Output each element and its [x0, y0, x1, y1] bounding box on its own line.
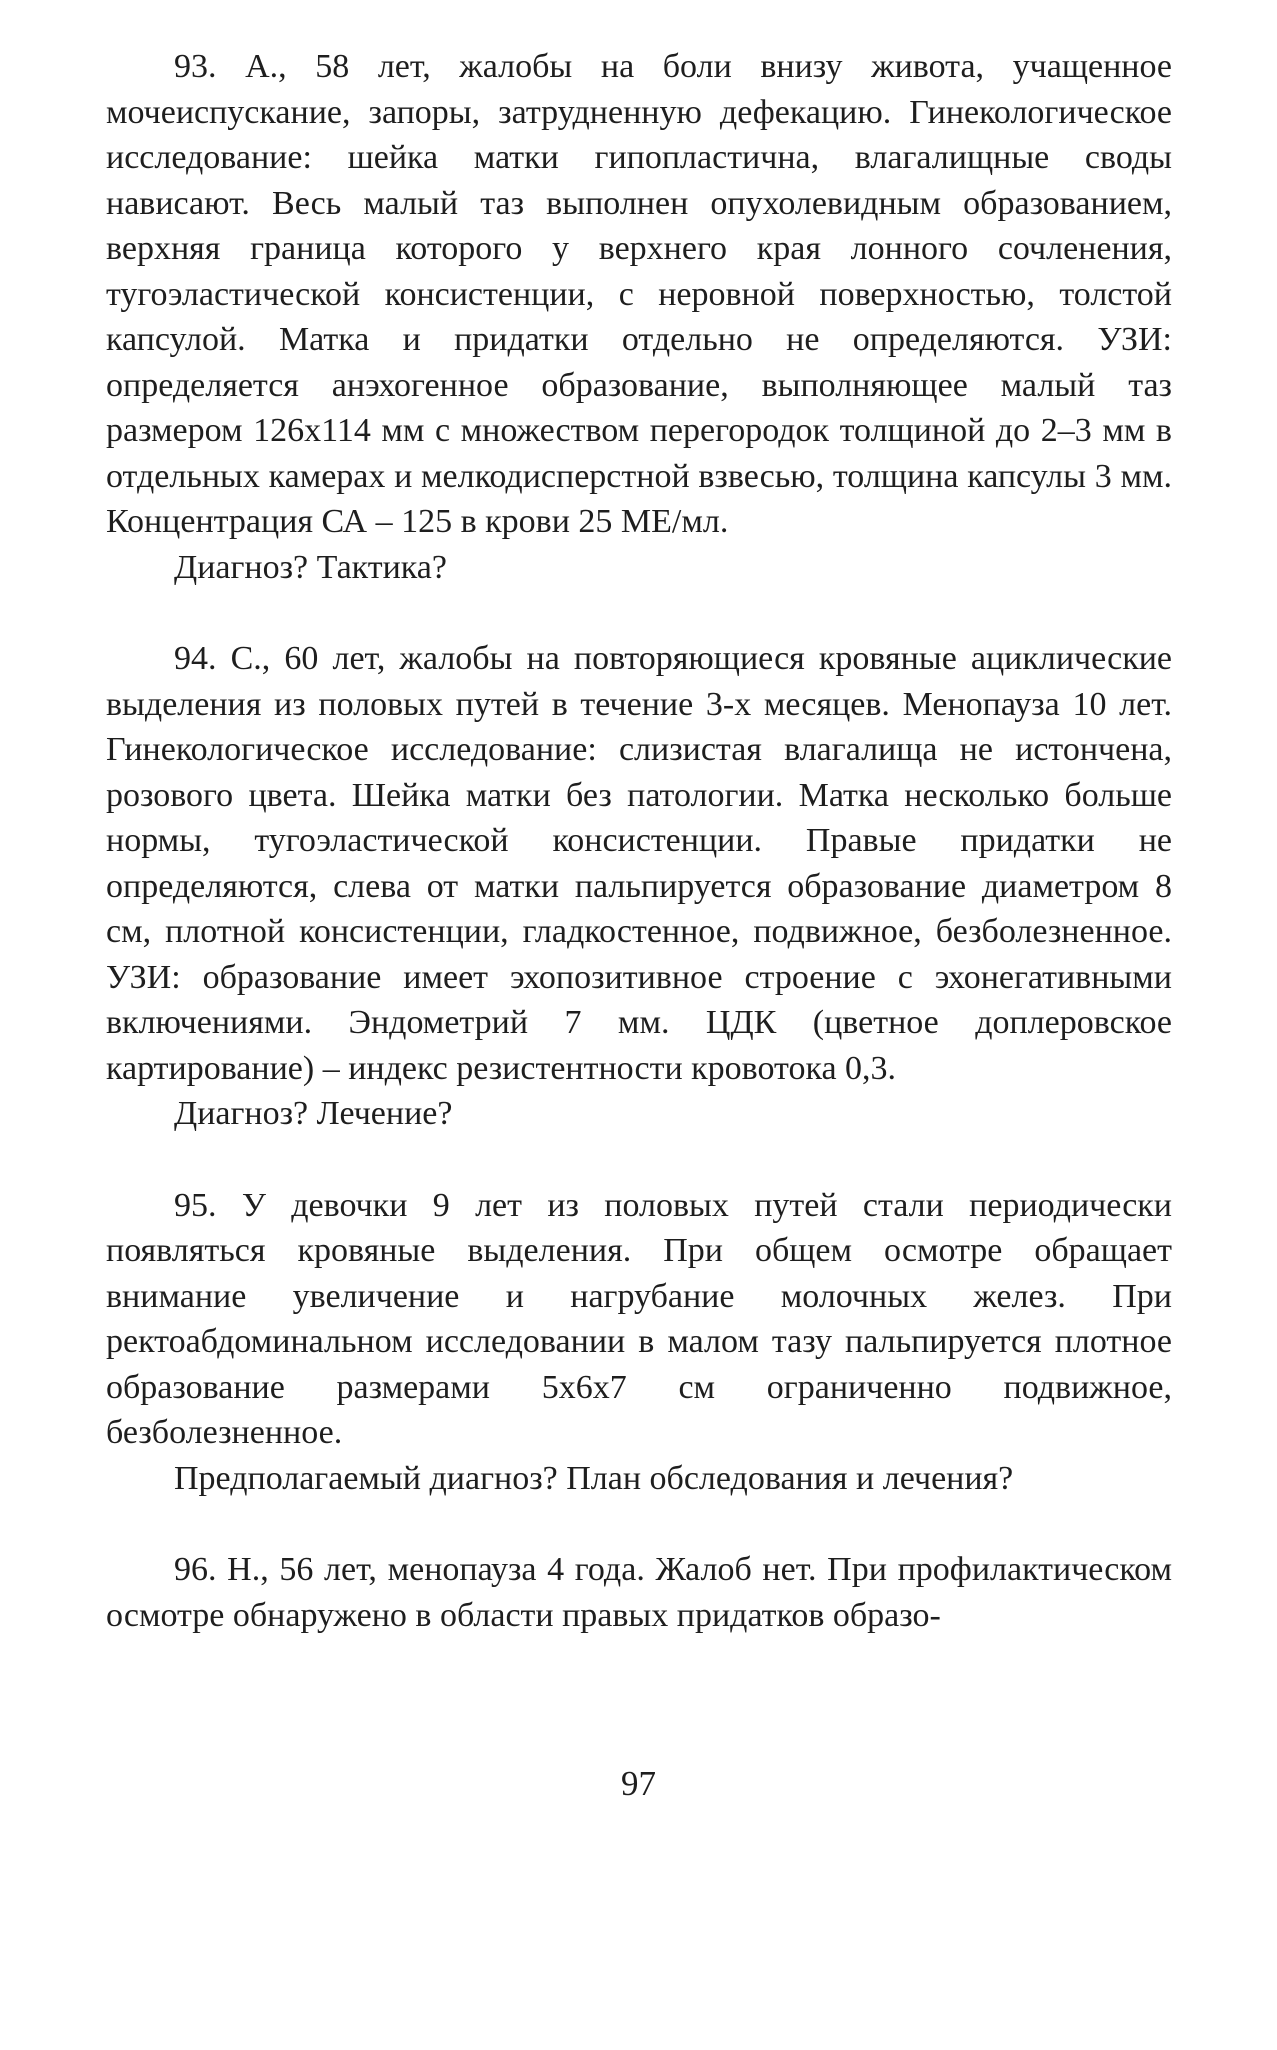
problem-question: Диагноз? Тактика? [174, 548, 447, 586]
problem-question: Диагноз? Лечение? [174, 1095, 453, 1132]
problem-93 [106, 44, 1172, 590]
page-number: 97 [621, 1764, 656, 1803]
page-body [106, 44, 1172, 1638]
spacer [106, 1137, 1172, 1183]
problem-text: 93. А., 58 лет, жалобы на боли внизу живота, учащенное мочеиспускание, запоры, затрудненную дефекацию. Гинекологическое исследование: шейка матки гипопластична, влагалищные своды нависают. Весь малый таз выполнен опухолевидным образованием, верхняя граница которого у верхнего края лонного сочленения, тугоэластической консистенции, с неровной поверхностью, толстой капсулой. Матка и придатки отдельно не определяются. УЗИ: определяется анэхогенное образование, выполняющее малый таз размером 126х114 мм с множеством перегородок толщиной до 2–3 мм в отдельных камерах и мелкодисперстной взвесью, толщина капсулы 3 мм. Концентрация СА – 125 в крови 25 МЕ/мл. [106, 48, 1172, 540]
problem-question: Предполагаемый диагноз? План обследования и лечения? [174, 1459, 1014, 1497]
spacer [106, 590, 1172, 636]
problem-95 [106, 1183, 1172, 1502]
problem-94 [106, 636, 1172, 1137]
problem-text: 95. У девочки 9 лет из половых путей стали периодически появляться кровяные выделения. При общем осмотре обращает внимание увеличение и нагрубание молочных желез. При ректоабдоминальном исследовании в малом тазу пальпируется плотное образование размерами 5х6х7 см ограниченно подвижное, безболезненное. [106, 1186, 1172, 1451]
problem-96 [106, 1547, 1172, 1638]
spacer [106, 1501, 1172, 1547]
problem-text: 94. С., 60 лет, жалобы на повторяющиеся кровяные ациклические выделения из половых путей в течение 3-х месяцев. Менопауза 10 лет. Гинекологическое исследование: слизистая влагалища не истончена, розового цвета. Шейка матки без патологии. Матка несколько больше нормы, тугоэластической консистенции. Правые придатки не определяются, слева от матки пальпируется образование диаметром 8 см, плотной консистенции, гладкостенное, подвижное, безболезненное. УЗИ: образование имеет эхопозитивное строение с эхонегативными включениями. Эндометрий 7 мм. ЦДК (цветное доплеровское картирование) – индекс резистентности кровотока 0,3. [106, 640, 1172, 1087]
problem-text: 96. Н., 56 лет, менопауза 4 года. Жалоб нет. При профилактическом осмотре обнаружено в области правых придатков образо- [106, 1551, 1172, 1634]
